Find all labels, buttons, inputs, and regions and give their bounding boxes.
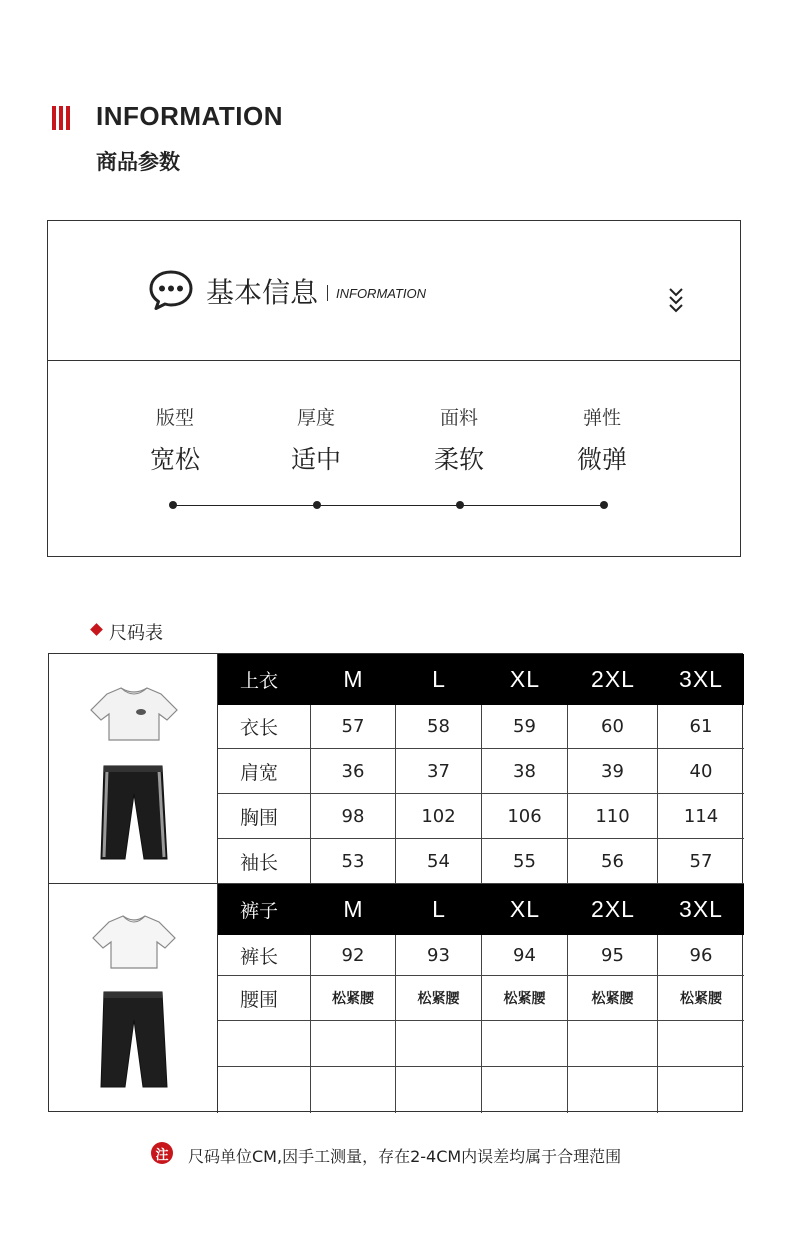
header-cell: 裤子	[240, 900, 279, 922]
table-cell: 94	[482, 935, 568, 976]
attribute-value: 宽松	[149, 445, 200, 474]
basic-info-title: 基本信息	[206, 276, 319, 309]
measurement-note: 尺码单位CM,因手工测量，存在2-4CM内误差均属于合理范围	[188, 1147, 622, 1166]
table-cell: 59	[482, 705, 568, 749]
table-row	[218, 839, 744, 884]
table-row	[218, 1067, 744, 1113]
tshirt-and-black-pants-icon	[49, 884, 218, 1113]
table-cell: 53	[311, 839, 396, 884]
table-cell	[396, 1067, 482, 1113]
attribute-label: 弹性	[582, 407, 621, 429]
table-cell: 110	[568, 794, 658, 839]
table-row	[218, 705, 744, 749]
track-dot	[313, 501, 321, 509]
table-cell: 37	[396, 749, 482, 794]
table-cell: 55	[482, 839, 568, 884]
track-dot	[600, 501, 608, 509]
table-cell: 58	[396, 705, 482, 749]
attribute-value: 适中	[290, 445, 341, 474]
row-label: 胸围	[218, 794, 311, 839]
table-cell: 57	[658, 839, 744, 884]
header-cell: 3XL	[679, 896, 723, 922]
attribute-label: 面料	[439, 407, 478, 429]
table-cell: 92	[311, 935, 396, 976]
header-cell: M	[343, 896, 364, 922]
table-cell: 松紧腰	[482, 976, 568, 1021]
table-cell: 106	[482, 794, 568, 839]
basic-info-header	[48, 221, 740, 361]
header-cell: 上衣	[240, 670, 279, 692]
table-cell: 56	[568, 839, 658, 884]
top-outfit-illustration	[49, 654, 218, 884]
table-cell: 松紧腰	[311, 976, 396, 1021]
attribute-thickness	[256, 403, 376, 476]
table-cell: 40	[658, 749, 744, 794]
table-cell: 96	[658, 935, 744, 976]
row-label: 裤长	[218, 935, 311, 976]
basic-info-panel	[47, 220, 741, 557]
table-row	[218, 794, 744, 839]
table-cell	[482, 1021, 568, 1067]
header-cell: 2XL	[591, 666, 635, 692]
page-title: INFORMATION	[96, 101, 283, 131]
attribute-value: 柔软	[433, 445, 484, 474]
header-cell: XL	[509, 666, 541, 692]
table-row	[218, 749, 744, 794]
note-badge-icon: 注	[151, 1142, 173, 1164]
size-table	[48, 653, 743, 1112]
table-cell: 54	[396, 839, 482, 884]
table-cell: 114	[658, 794, 744, 839]
title-divider	[327, 285, 328, 301]
header-cell: L	[432, 896, 446, 922]
row-label	[218, 1067, 311, 1113]
table-cell	[568, 1021, 658, 1067]
header-cell: 3XL	[679, 666, 723, 692]
chat-bubble-icon	[148, 269, 194, 311]
tshirt-and-striped-pants-icon	[49, 654, 218, 884]
pants-outfit-illustration	[49, 884, 218, 1113]
table-row	[218, 976, 744, 1021]
table-cell: 60	[568, 705, 658, 749]
pants-size-header-row	[218, 884, 744, 935]
track-dot	[456, 501, 464, 509]
attribute-value: 微弹	[576, 445, 627, 474]
table-cell: 98	[311, 794, 396, 839]
track-dot	[169, 501, 177, 509]
table-cell: 38	[482, 749, 568, 794]
table-cell: 36	[311, 749, 396, 794]
table-cell: 松紧腰	[658, 976, 744, 1021]
attribute-fabric	[399, 403, 519, 476]
chevron-down-triple-icon	[668, 287, 684, 313]
top-size-header-row	[218, 654, 744, 705]
attribute-label: 版型	[155, 407, 194, 429]
table-cell	[311, 1067, 396, 1113]
table-cell: 102	[396, 794, 482, 839]
size-chart-title: 尺码表	[109, 623, 163, 644]
header-cell: L	[432, 666, 446, 692]
page-subtitle: 商品参数	[96, 150, 180, 174]
attribute-stretch	[542, 403, 662, 476]
table-cell: 57	[311, 705, 396, 749]
table-cell	[568, 1067, 658, 1113]
table-cell	[311, 1021, 396, 1067]
row-label: 腰围	[218, 976, 311, 1021]
table-cell	[482, 1067, 568, 1113]
table-cell: 39	[568, 749, 658, 794]
table-cell: 松紧腰	[396, 976, 482, 1021]
table-cell	[658, 1021, 744, 1067]
row-label: 肩宽	[218, 749, 311, 794]
table-row	[218, 935, 744, 976]
diamond-bullet-icon	[90, 623, 103, 636]
header-cell: 2XL	[591, 896, 635, 922]
basic-info-subtitle: INFORMATION	[336, 286, 427, 301]
attribute-fit	[115, 403, 235, 476]
table-cell: 61	[658, 705, 744, 749]
header-cell: M	[343, 666, 364, 692]
attribute-track-line	[173, 505, 605, 506]
table-cell: 93	[396, 935, 482, 976]
table-cell: 松紧腰	[568, 976, 658, 1021]
table-cell	[396, 1021, 482, 1067]
table-row	[218, 1021, 744, 1067]
table-cell	[658, 1067, 744, 1113]
row-label	[218, 1021, 311, 1067]
header-accent-bars-icon	[52, 106, 70, 130]
table-cell: 95	[568, 935, 658, 976]
row-label: 袖长	[218, 839, 311, 884]
row-label: 衣长	[218, 705, 311, 749]
attribute-label: 厚度	[296, 407, 335, 429]
header-cell: XL	[509, 896, 541, 922]
